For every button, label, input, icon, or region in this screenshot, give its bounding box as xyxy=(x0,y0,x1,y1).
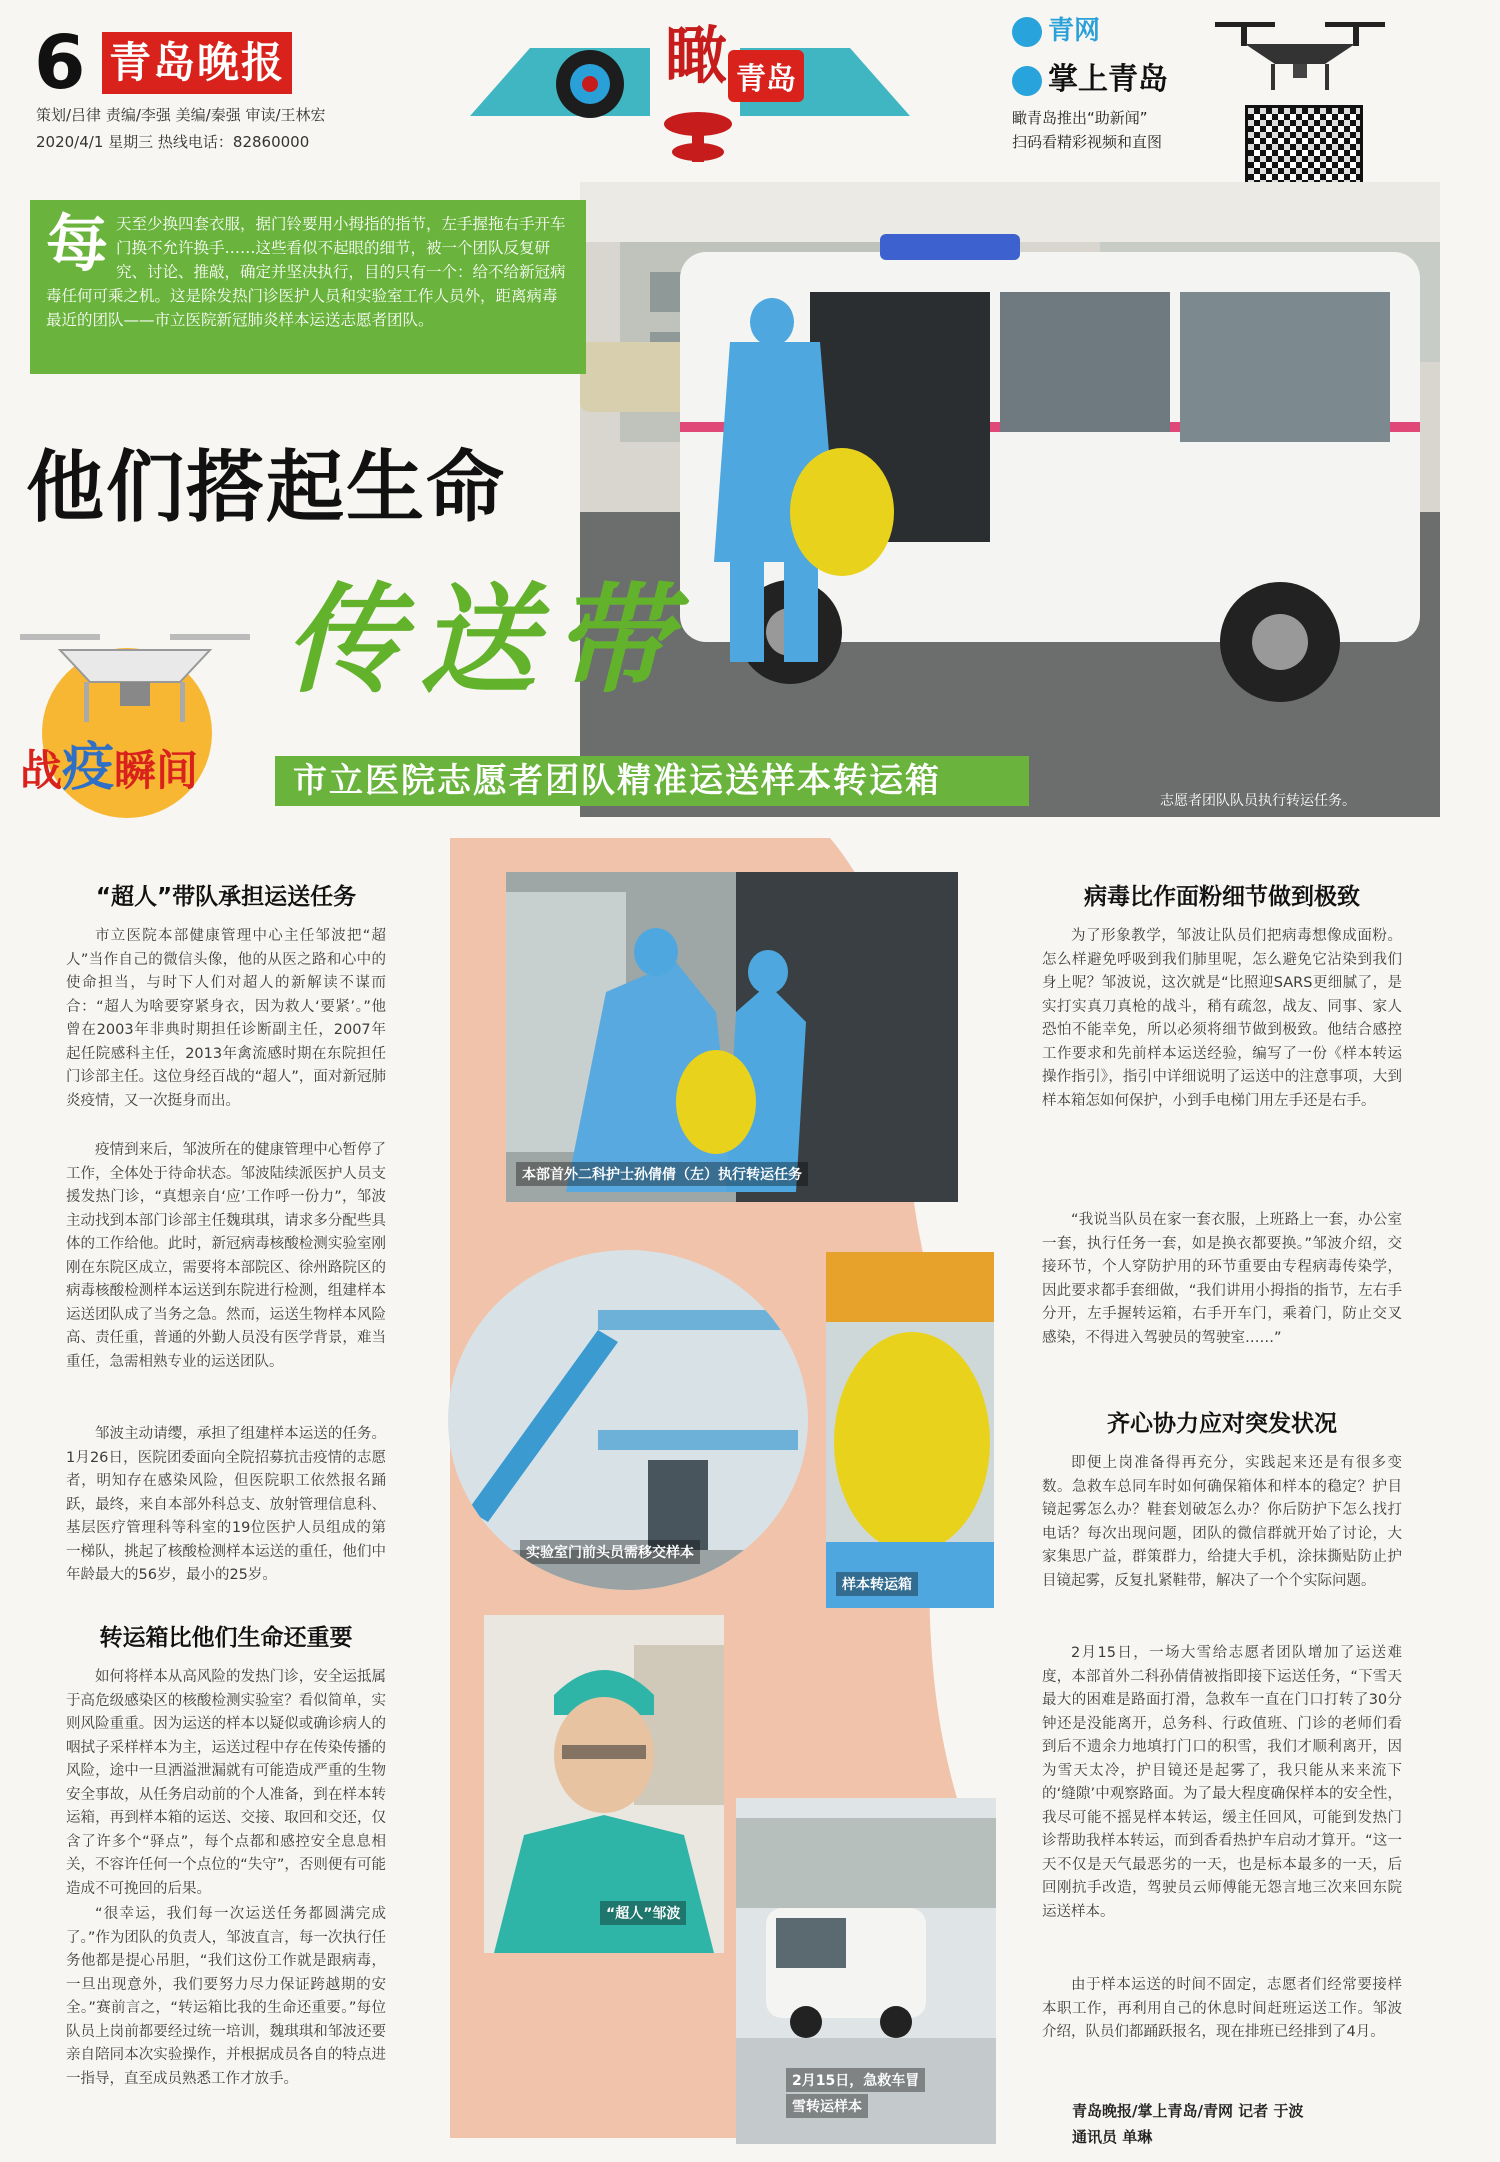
left-paragraph-4: 如何将样本从高风险的发热门诊，安全运抵属于高危级感染区的核酸检测实验室？看似简单，实则风险重重。因为运送的样本以疑似或确诊病人的咽拭子采样样本为主，运送过程中存在传染传播的风险，途中一旦洒溢泄漏就有可能造成严重的生物安全事故，从任务启动前的个人准备，到在样本转运箱，再到样本箱的运送、交接、取回和交还，仅含了许多个“驿点”，每个点都和感控安全息息相关，不容许任何一个点位的“失守”，否则便有可能造成不可挽回的后果。 xyxy=(66,1669,386,1897)
photo-handover xyxy=(506,872,958,1202)
drone-icon xyxy=(20,620,250,730)
badge-text: 战疫瞬间 xyxy=(20,738,199,798)
zhangshang-logo-icon xyxy=(1012,66,1042,96)
section-tag: 青岛 xyxy=(728,50,804,102)
section-logo xyxy=(470,6,920,166)
photo-caption-4: “超人”邹波 xyxy=(600,1901,686,1925)
photo-caption-3: 样本转运箱 xyxy=(836,1572,918,1596)
app-promo-line-1: 瞰青岛推出“助新闻” xyxy=(1012,109,1148,127)
photo-caption-5a: 2月15日，急救车冒 xyxy=(786,2068,925,2092)
left-paragraph-3: 邹波主动请缨，承担了组建样本运送的任务。1月26日，医院团委面向全院招募抗击疫情的志愿者，明知存在感染风险，但医院职工依然报名踊跃，最终，来自本部外科总支、放射管理信息科、基层医疗管理科等科室的19位医护人员组成的第一梯队，挑起了核酸检测样本运送的重任，他们中年龄最大的56岁，最小的25岁。 xyxy=(66,1426,386,1583)
photo-sample-box xyxy=(826,1252,994,1608)
left-paragraph-1: 市立医院本部健康管理中心主任邹波把“超人”当作自己的微信头像，他的从医之路和心中的使命担当，与时下人们对超人的新解读不谋而合：“超人为啥要穿紧身衣，因为救人‘要紧’。”他曾在2003年非典时期担任诊断副主任，2007年起任院感科主任，2013年禽流感时期在东院担任门诊部主任。这位身经百战的“超人”，面对新冠肺炎疫情，又一次挺身而出。 xyxy=(66,928,386,1109)
photo-caption-5b: 雪转运样本 xyxy=(786,2094,868,2118)
lead-dropcap: 每 xyxy=(46,207,109,280)
drone-icon xyxy=(1205,8,1395,98)
app-name-zhangshang: 掌上青岛 xyxy=(1012,54,1168,98)
newspaper-logo: 青岛晚报 xyxy=(102,32,292,94)
right-paragraph-3: 即便上岗准备得再充分，实践起来还是有很多变数。急救车总同车时如何确保箱体和样本的稳定？护目镜起雾怎么办？鞋套划破怎么办？你后防护下怎么找打电话？每次出现问题，团队的微信群就开始了讨论，大家集思广益，群策群力，给捷大手机，涂抹撕贴防止护目镜起雾，反复扎紧鞋带，解决了一个个实际问题。 xyxy=(1042,1455,1402,1589)
masthead xyxy=(0,0,1500,185)
section-char: 瞰 xyxy=(665,19,728,92)
photo-caption-1: 本部首外二科护士孙倩倩（左）执行转运任务 xyxy=(516,1162,808,1186)
section-heading-flour: 病毒比作面粉细节做到极致 xyxy=(1084,884,1360,910)
left-article-column xyxy=(66,870,386,2140)
left-paragraph-2: 疫情到来后，邹波所在的健康管理中心暂停了工作，全体处于待命状态。邹波陆续派医护人员支援发热门诊，“真想亲自‘应’工作呼一份力”，邹波主动找到本部门诊部主任魏琪琪，请求多分配些具体的工作给他。此时，新冠病毒核酸检测实验室刚刚在东院区成立，需要将本部院区、徐州路院区的病毒核酸检测样本运送到东院进行检测，组建样本运送团队成了当务之急。然而，运送生物样本风险高、责任重，普通的外勤人员没有医学背景，难当重任，急需相熟专业的运送团队。 xyxy=(66,1142,386,1370)
right-paragraph-2: “我说当队员在家一套衣服，上班路上一套，办公室一套，执行任务一套，如是换衣都要换。”邹波介绍，交接环节，个人穿防护用的环节重要由专程病毒传染学，因此要求都手套细做，“我们讲用小拇指的指节，左右手分开，左手握转运箱，右手开车门，乘着门，防止交叉感染，不得进入驾驶员的驾驶室……” xyxy=(1042,1212,1402,1346)
photo-superman-portrait xyxy=(484,1615,724,1953)
byline-correspondent: 通讯员 单琳 xyxy=(1072,2128,1153,2146)
lead-text: 天至少换四套衣服，据门铃要用小拇指的指节，左手握拖右手开车门换不允许换手……这些看似不起眼的细节，被一个团队反复研究、讨论、推敲，确定并坚决执行，目的只有一个：给不给新冠病毒任何可乘之机。这是除发热门诊医护人员和实验室工作人员外，距离病毒最近的团队——市立医院新冠肺炎样本运送志愿者团队。 xyxy=(46,215,566,329)
lead-paragraph xyxy=(30,200,586,374)
right-article-column xyxy=(1042,870,1402,2070)
right-paragraph-5: 由于样本运送的时间不固定，志愿者们经常要接样本职工作，再利用自己的休息时间赶班运送工作。邹波介绍，队员们都踊跃报名，现在排班已经排到了4月。 xyxy=(1042,1977,1402,2040)
photo-caption-2: 实验室门前头员需移交样本 xyxy=(520,1540,700,1564)
dateline: 2020/4/1 星期三 热线电话：82860000 xyxy=(36,133,310,151)
battle-epidemic-badge xyxy=(20,620,250,820)
headline: 他们搭起生命 xyxy=(26,443,507,533)
hero-photo-caption: 志愿者团队队员执行转运任务。 xyxy=(1160,793,1356,809)
section-heading-superman: “超人”带队承担运送任务 xyxy=(95,884,357,910)
section-heading-box: 转运箱比他们生命还重要 xyxy=(99,1625,353,1651)
app-promo-line-2: 扫码看精彩视频和直图 xyxy=(1012,133,1163,151)
photo-snow-ambulance xyxy=(736,1798,996,2144)
subheadline: 市立医院志愿者团队精准运送样本转运箱 xyxy=(275,756,1029,806)
page-number: 6 xyxy=(34,20,86,106)
app-name-qingwang: 青网 xyxy=(1012,10,1100,47)
ambulance-scene xyxy=(580,182,1440,817)
section-heading-teamwork: 齐心协力应对突发状况 xyxy=(1107,1411,1337,1437)
editor-credits: 策划/吕律 责编/李强 美编/秦强 审读/王林宏 xyxy=(36,106,326,124)
right-paragraph-4: 2月15日，一场大雪给志愿者团队增加了运送难度，本部首外二科孙倩倩被指即接下运送任务，“下雪天最大的困难是路面打滑，急救车一直在门口打转了30分钟还是没能离开，总务科、行政值班、门诊的老师们看到后不遗余力地填打门口的积雪，我们才顺利离开，因为雪天太冷，护目镜还是起雾了，我只能从来来流下的‘缝隙’中观察路面。为了最大程度确保样本的安全性，我尽可能不摇晃样本转运，缓主任回风，可能到发热门诊帮助我样本转运，而到香看热护车启动才算开。“这一天不仅是天气最恶劣的一天，也是标本最多的一天，后回刚抗手改造，驾驶员云师傅能无怨言地三次来回东院运送样本。 xyxy=(1042,1645,1402,1920)
qingwang-logo-icon xyxy=(1012,17,1042,47)
byline-reporter: 青岛晚报/掌上青岛/青网 记者 于波 xyxy=(1072,2102,1304,2120)
headline-calligraphy: 传送带 xyxy=(285,570,688,709)
left-paragraph-5: “很幸运，我们每一次运送任务都圆满完成了。”作为团队的负责人，邹波直言，每一次执行任务他都是提心吊胆，“我们这份工作就是跟病毒，一旦出现意外，我们要努力尽力保证跨越期的安全。”赛前言之，“转运箱比我的生命还重要。”每位队员上岗前都要经过统一培训，魏琪琪和邹波还要亲自陪同本次实验操作，并根据成员各自的特点进一指导，直至成员熟悉工作才放手。 xyxy=(66,1906,386,2087)
photo-lab-entrance xyxy=(448,1250,808,1590)
ambulance-photo xyxy=(580,182,1440,817)
right-paragraph-1: 为了形象教学，邹波让队员们把病毒想像成面粉。怎么样避免呼吸到我们肺里呢，怎么避免它沾染到我们身上呢？邹波说，这次就是“比照迎SARS更细腻了，是实打实真刀真枪的战斗，稍有疏忽，战友、同事、家人恐怕不能幸免，所以必须将细节做到极致。他结合感控工作要求和先前样本运送经验，编写了一份《样本转运操作指引》，指引中详细说明了运送中的注意事项，大到样本箱怎如何保护，小到手电梯门用左手还是右手。 xyxy=(1042,928,1402,1109)
